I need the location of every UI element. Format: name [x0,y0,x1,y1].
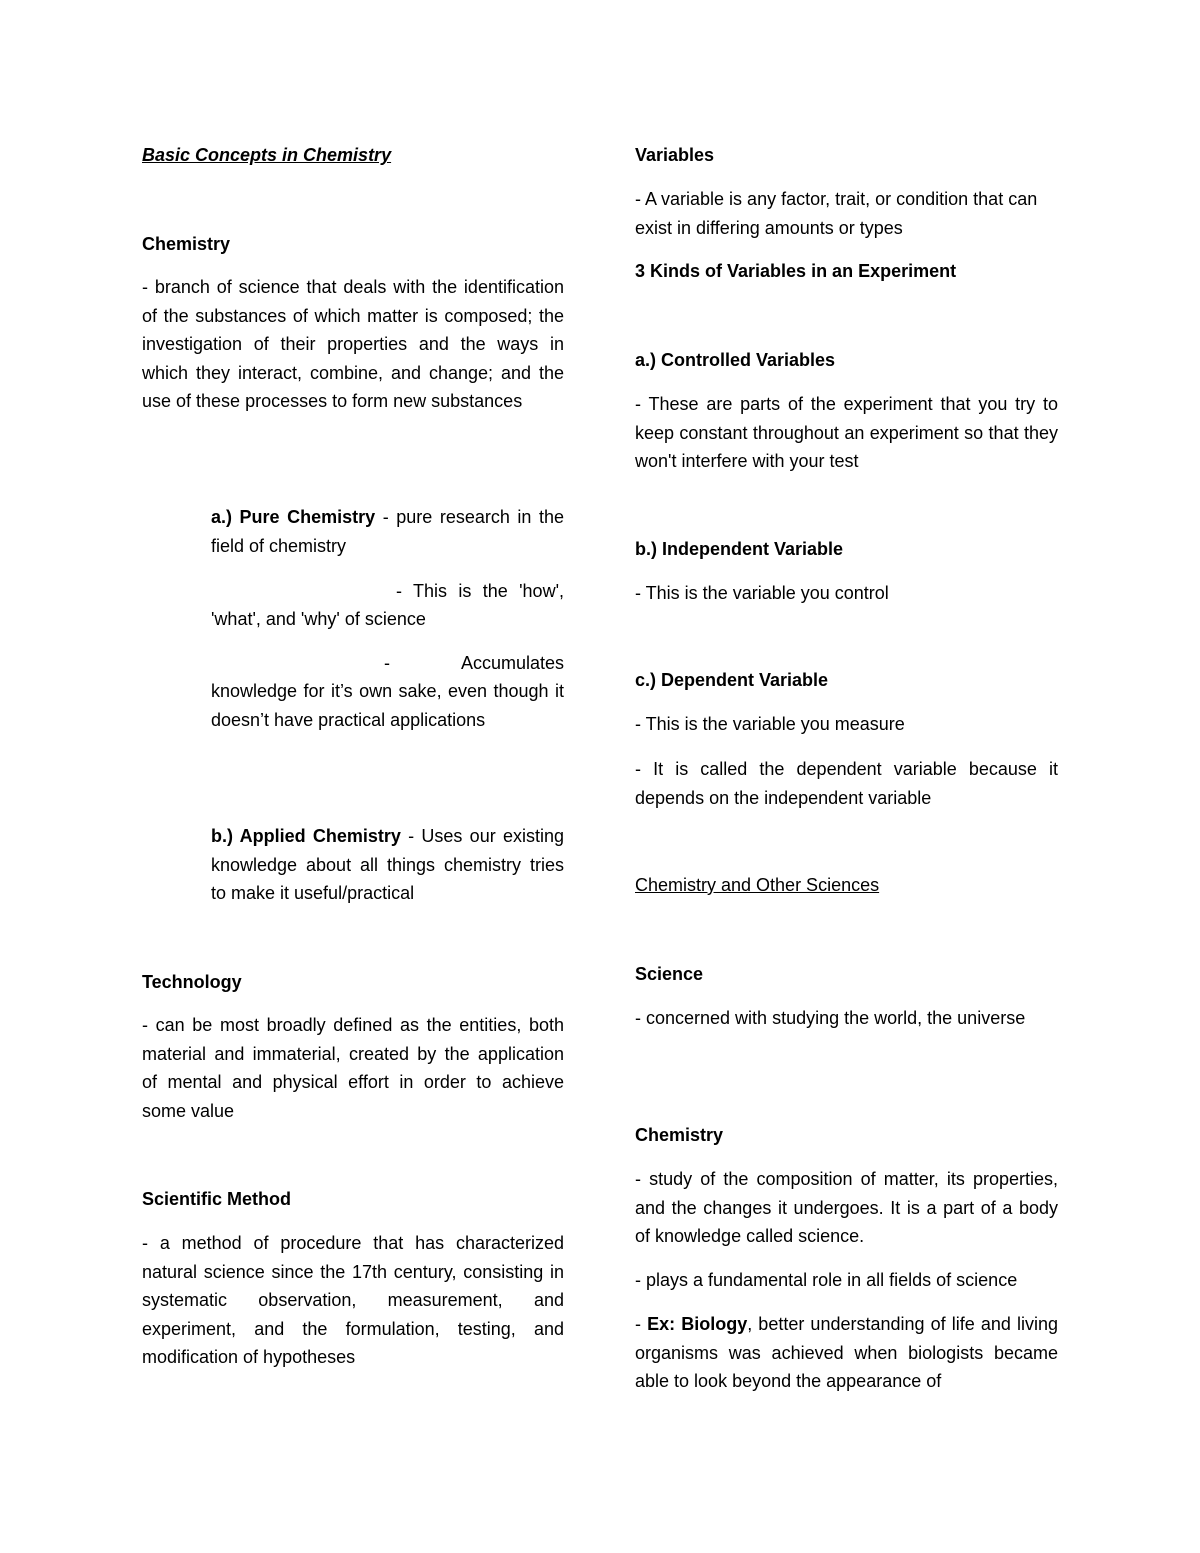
technology-definition: - can be most broadly defined as the entities, both material and immaterial, created by the application of mental and physical effort in order to achieve some value [142,1015,564,1121]
dependent-variable-heading: c.) Dependent Variable [635,670,829,690]
applied-chemistry-paragraph [211,822,564,908]
pure-chemistry-paragraph [211,503,564,560]
independent-variable-heading: b.) Independent Variable [635,539,844,559]
dependent-variable-definition-2: - It is called the dependent variable because it depends on the independent variable [635,759,1058,808]
scientific-method-heading: Scientific Method [142,1189,292,1209]
chemistry-definition: - branch of science that deals with the identification of the substances of which matter is composed; the investigation of their properties and the ways in which they interact, combine, and change; and the use of these processes to form new substances [142,277,564,411]
pure-bullet-1-first-line: - This is the 'how', [396,581,564,601]
pure-bullet-2-first-line: - Accumulates [384,653,564,673]
scientific-method-definition: - a method of procedure that has characterized natural science since the 17th century, consisting in systematic observation, measurement, and experiment, and the formulation, testing, and modification of hypotheses [142,1233,564,1367]
pure-chemistry-label: a.) Pure Chemistry [211,507,376,527]
independent-variable-definition: - This is the variable you control [635,583,889,603]
chemistry-heading: Chemistry [142,234,231,254]
science-heading: Science [635,964,704,984]
dependent-variable-definition-1: - This is the variable you measure [635,714,905,734]
controlled-variables-heading: a.) Controlled Variables [635,350,836,370]
variables-definition: - A variable is any factor, trait, or condition that can exist in differing amounts or types [635,189,1038,238]
pure-bullet-2-rest: knowledge for it’s own sake, even though it doesn’t have practical applications [211,681,564,730]
science-definition: - concerned with studying the world, the universe [635,1008,1026,1028]
biology-example [635,1310,1058,1396]
example-dash: - [635,1314,648,1334]
variables-heading: Variables [635,145,715,165]
pure-chemistry-text: - pure research in the field of chemistry [211,507,564,556]
example-label: Ex: Biology [647,1314,748,1334]
chemistry-role: - plays a fundamental role in all fields of science [635,1270,1018,1290]
chemistry-heading-right: Chemistry [635,1125,724,1145]
controlled-variables-definition: - These are parts of the experiment that you try to keep constant throughout an experiment so that they won't interfere with your test [635,394,1058,471]
other-sciences-title: Chemistry and Other Sciences [635,875,880,895]
kinds-of-variables-heading: 3 Kinds of Variables in an Experiment [635,261,957,281]
example-text: , better understanding of life and living organisms was achieved when biologists became able to look beyond the appearance of [635,1314,1058,1391]
chemistry-definition-right: - study of the composition of matter, its properties, and the changes it undergoes. It is a part of a body of knowledge called science. [635,1169,1058,1246]
applied-chemistry-text: - Uses our existing knowledge about all things chemistry tries to make it useful/practical [211,826,564,903]
document-title: Basic Concepts in Chemistry [142,145,392,165]
pure-bullet-1-rest: 'what', and 'why' of science [211,609,426,629]
applied-chemistry-label: b.) Applied Chemistry [211,826,401,846]
technology-heading: Technology [142,972,242,992]
